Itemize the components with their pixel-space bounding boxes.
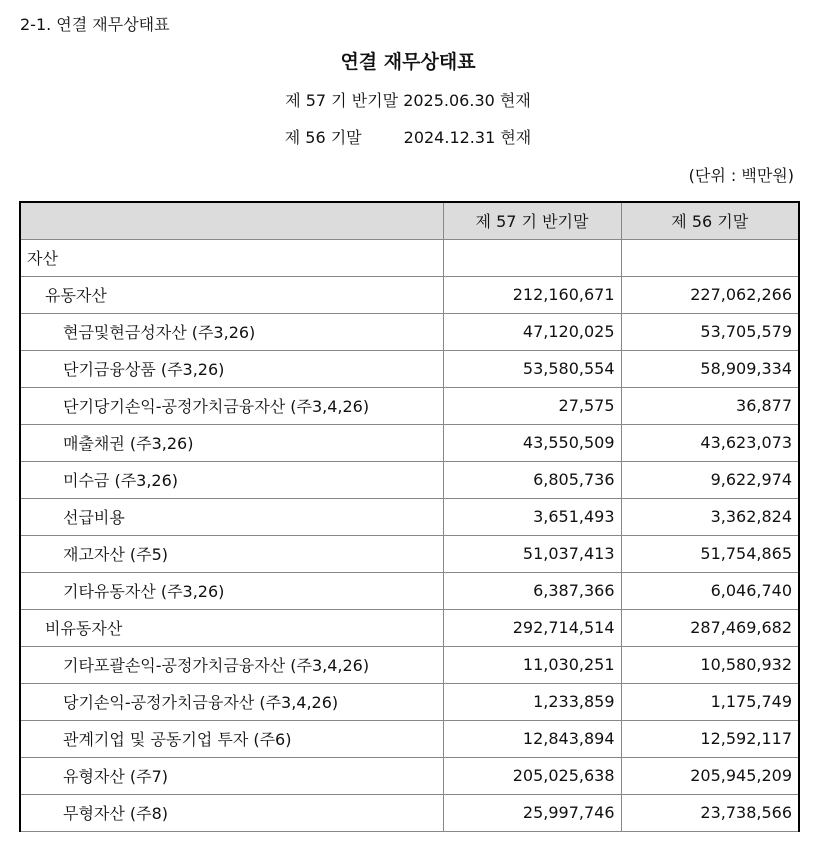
current-period-value: 51,037,413 [443,535,621,572]
current-period-value: 212,160,671 [443,276,621,313]
table-row [20,609,799,646]
account-label: 현금및현금성자산 (주3,26) [20,313,443,350]
table-row [20,498,799,535]
column-header-current-period: 제 57 기 반기말 [443,202,621,239]
account-label: 당기손익-공정가치금융자산 (주3,4,26) [20,683,443,720]
table-row [20,535,799,572]
prior-period-value: 58,909,334 [621,350,799,387]
prior-period-value: 23,738,566 [621,794,799,831]
table-row [20,424,799,461]
document-title: 연결 재무상태표 [340,51,476,73]
column-header-account [20,202,443,239]
account-label: 선급비용 [20,498,443,535]
current-period-value: 6,387,366 [443,572,621,609]
period-current-date: 2025.06.30 현재 [403,91,531,110]
current-period-value [443,239,621,276]
table-row [20,461,799,498]
account-label: 자산 [20,239,443,276]
account-label: 단기당기손익-공정가치금융자산 (주3,4,26) [20,387,443,424]
current-period-value: 11,030,251 [443,646,621,683]
column-header-prior-period: 제 56 기말 [621,202,799,239]
current-period-value: 12,843,894 [443,720,621,757]
financial-position-table [19,201,800,832]
period-prior-label: 제 56 기말 [284,128,362,147]
account-label: 매출채권 (주3,26) [20,424,443,461]
section-heading: 2-1. 연결 재무상태표 [20,15,170,34]
period-current [0,90,816,112]
current-period-value: 6,805,736 [443,461,621,498]
period-current-label: 제 57 기 반기말 [285,91,399,110]
table-row [20,387,799,424]
account-label: 유동자산 [20,276,443,313]
table-row [20,757,799,794]
table-row [20,683,799,720]
prior-period-value: 10,580,932 [621,646,799,683]
prior-period-value: 1,175,749 [621,683,799,720]
period-prior [0,127,816,149]
table-row [20,646,799,683]
current-period-value: 3,651,493 [443,498,621,535]
table-row [20,276,799,313]
account-label: 비유동자산 [20,609,443,646]
prior-period-value: 53,705,579 [621,313,799,350]
account-label: 재고자산 (주5) [20,535,443,572]
table-row [20,350,799,387]
prior-period-value: 12,592,117 [621,720,799,757]
prior-period-value: 51,754,865 [621,535,799,572]
current-period-value: 1,233,859 [443,683,621,720]
prior-period-value: 9,622,974 [621,461,799,498]
current-period-value: 27,575 [443,387,621,424]
current-period-value: 292,714,514 [443,609,621,646]
prior-period-value [621,239,799,276]
account-label: 관계기업 및 공동기업 투자 (주6) [20,720,443,757]
table-row [20,794,799,831]
table-row [20,572,799,609]
current-period-value: 47,120,025 [443,313,621,350]
prior-period-value: 36,877 [621,387,799,424]
account-label: 기타포괄손익-공정가치금융자산 (주3,4,26) [20,646,443,683]
current-period-value: 43,550,509 [443,424,621,461]
current-period-value: 205,025,638 [443,757,621,794]
current-period-value: 25,997,746 [443,794,621,831]
account-label: 기타유동자산 (주3,26) [20,572,443,609]
prior-period-value: 227,062,266 [621,276,799,313]
unit-label: (단위 : 백만원) [688,166,794,185]
prior-period-value: 6,046,740 [621,572,799,609]
table-body [20,239,799,831]
account-label: 무형자산 (주8) [20,794,443,831]
prior-period-value: 3,362,824 [621,498,799,535]
period-prior-date: 2024.12.31 현재 [403,128,532,147]
table-row [20,720,799,757]
prior-period-value: 287,469,682 [621,609,799,646]
table-header-row [20,202,799,239]
prior-period-value: 205,945,209 [621,757,799,794]
table-row [20,239,799,276]
account-label: 유형자산 (주7) [20,757,443,794]
account-label: 미수금 (주3,26) [20,461,443,498]
table-row [20,313,799,350]
current-period-value: 53,580,554 [443,350,621,387]
prior-period-value: 43,623,073 [621,424,799,461]
account-label: 단기금융상품 (주3,26) [20,350,443,387]
